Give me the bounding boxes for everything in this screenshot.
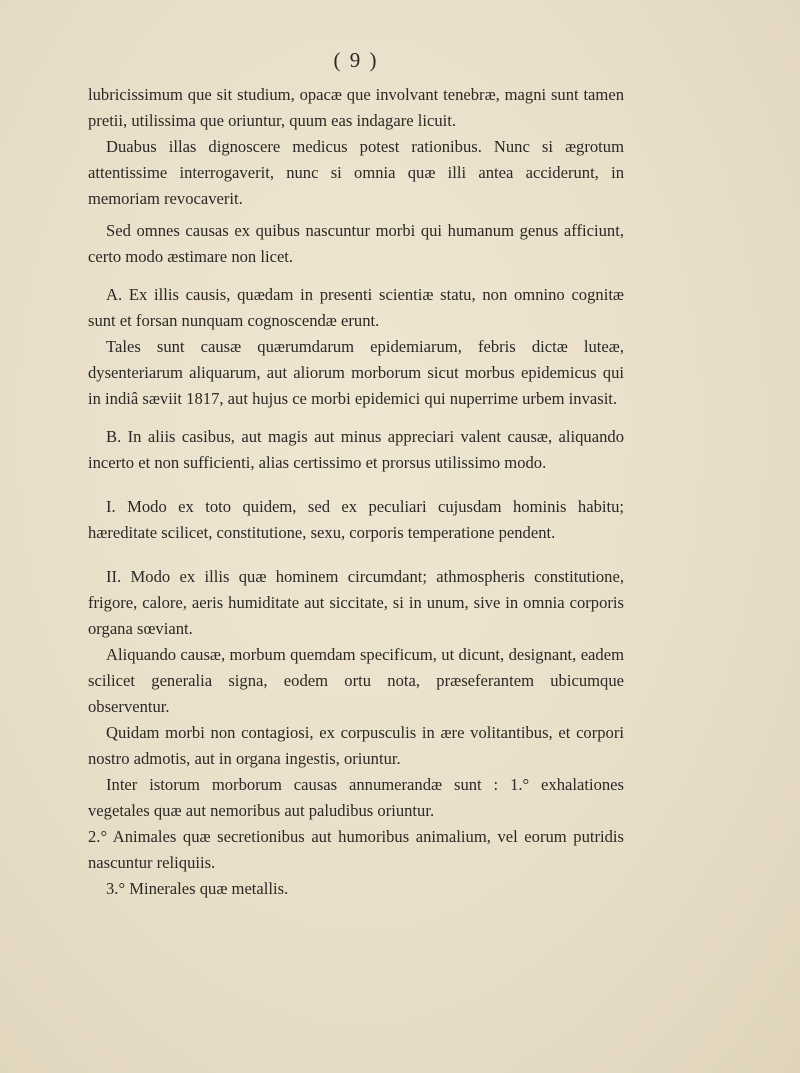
- paragraph-item-i: I. Modo ex toto quidem, sed ex peculiari cujusdam hominis habitu; hæreditate scilicet, constitutione, sexu, corporis temperatione pendent.: [88, 497, 624, 542]
- paragraph: Aliquando causæ, morbum quemdam specificum, ut dicunt, designant, eadem scilicet generalia signa, eodem ortu nota, præseferantem ubicumque observentur.: [88, 645, 624, 716]
- paragraph: Quidam morbi non contagiosi, ex corpusculis in ære volitantibus, et corpori nostro admotis, aut in organa ingestis, oriuntur.: [88, 723, 624, 768]
- paragraph: Sed omnes causas ex quibus nascuntur morbi qui humanum genus afficiunt, certo modo æstimare non licet.: [88, 221, 624, 266]
- paragraph-section-a: A. Ex illis causis, quædam in presenti scientiæ statu, non omnino cognitæ sunt et forsan nunquam cognoscendæ erunt.: [88, 285, 624, 330]
- paragraph: Duabus illas dignoscere medicus potest rationibus. Nunc si ægrotum attentissime interrogaverit, nunc si omnia quæ illi antea acciderunt, in memoriam revocaverit.: [88, 137, 624, 208]
- paragraph: lubricissimum que sit studium, opacæ que involvant tenebræ, magni sunt tamen pretii, utilissima que oriuntur, quum eas indagare licuit.: [88, 85, 624, 130]
- paragraph: Inter istorum morborum causas annumerandæ sunt : 1.° exhalationes vegetales quæ aut nemoribus aut paludibus oriuntur.: [88, 775, 624, 820]
- paragraph: 3.° Minerales quæ metallis.: [106, 879, 289, 898]
- paragraph-section-b: B. In aliis casibus, aut magis aut minus appreciari valent causæ, aliquando incerto et non sufficienti, alias certissimo et prorsus utilissimo modo.: [88, 427, 624, 472]
- paragraph: Tales sunt causæ quærumdarum epidemiarum, febris dictæ luteæ, dysenteriarum aliquarum, aut aliorum morborum sicut morbus epidemicus qui in indiâ sæviit 1817, aut hujus ce morbi epidemici qui nuperrime urbem invasit.: [88, 337, 624, 408]
- page-number: ( 9 ): [333, 48, 379, 72]
- body-text: [88, 82, 624, 902]
- paragraph-item-ii: II. Modo ex illis quæ hominem circumdant; athmospheris constitutione, frigore, calore, aeris humiditate aut siccitate, si in unum, sive in omnia corporis organa sœviant.: [88, 567, 624, 638]
- paragraph: 2.° Animales quæ secretionibus aut humoribus animalium, vel eorum putridis nascuntur reliquiis.: [88, 827, 624, 872]
